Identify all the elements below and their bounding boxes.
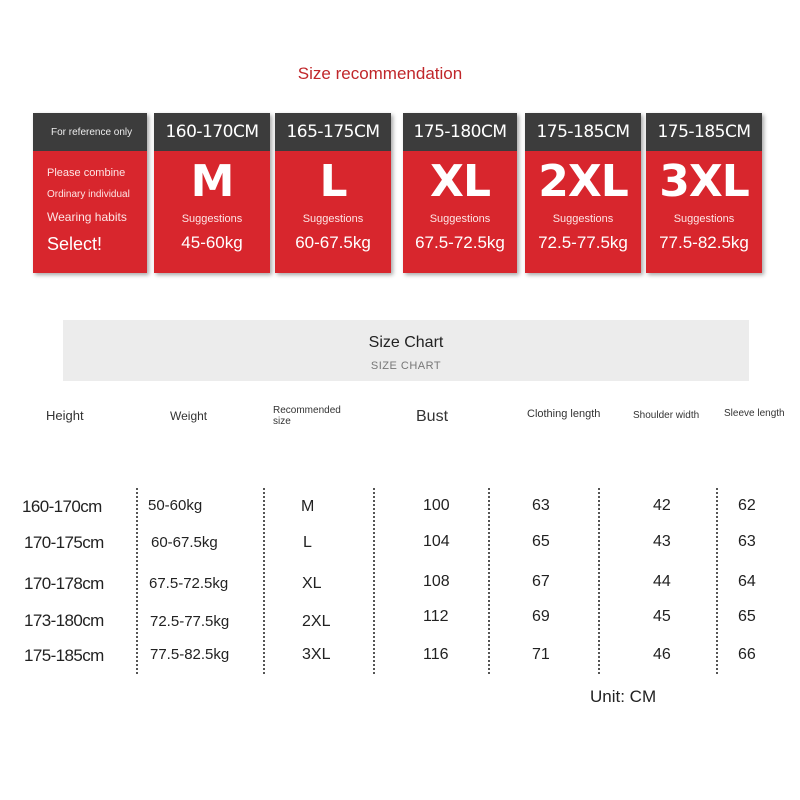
size-card-size: L — [319, 156, 347, 207]
row-shoulder-width: 46 — [653, 646, 671, 663]
size-card-size: 3XL — [659, 156, 749, 207]
column-divider — [373, 488, 375, 674]
row-shoulder-width: 45 — [653, 608, 671, 625]
size-card-l — [275, 113, 391, 273]
size-card-height: 175-180CM — [403, 113, 517, 151]
row-shoulder-width: 42 — [653, 497, 671, 514]
unit-label: Unit: CM — [590, 687, 657, 706]
size-card-2xl — [525, 113, 641, 273]
row-weight: 50-60kg — [148, 497, 203, 514]
row-weight: 60-67.5kg — [151, 534, 218, 551]
row-clothing-length: 71 — [532, 646, 550, 663]
size-chart-title: Size Chart — [368, 334, 444, 351]
column-divider — [716, 488, 718, 674]
size-card-height: 160-170CM — [154, 113, 270, 151]
column-divider — [488, 488, 490, 674]
row-shoulder-width: 43 — [653, 533, 671, 550]
row-size: 2XL — [302, 613, 331, 630]
row-clothing-length: 69 — [532, 608, 550, 625]
row-height: 175-185cm — [24, 646, 104, 665]
column-divider — [136, 488, 138, 674]
size-card-suggestion: Suggestions — [181, 213, 243, 225]
row-bust: 104 — [423, 533, 450, 550]
row-weight: 77.5-82.5kg — [150, 646, 230, 663]
row-sleeve-length: 65 — [738, 608, 756, 625]
header-bust: Bust — [416, 408, 449, 425]
size-card-weight: 60-67.5kg — [295, 233, 371, 252]
row-bust: 112 — [423, 608, 449, 625]
header-recommended-size: Recommended size — [273, 405, 341, 427]
row-sleeve-length: 62 — [738, 497, 756, 514]
row-size: 3XL — [302, 646, 331, 663]
row-sleeve-length: 64 — [738, 573, 756, 590]
size-card-height: 175-185CM — [646, 113, 762, 151]
size-card-weight: 45-60kg — [181, 233, 243, 252]
size-card-height: 165-175CM — [275, 113, 391, 151]
size-card-suggestion: Suggestions — [673, 213, 735, 225]
reference-line-4: Select! — [47, 234, 103, 254]
size-card-weight: 67.5-72.5kg — [415, 233, 505, 252]
row-shoulder-width: 44 — [653, 573, 671, 590]
size-card-suggestion: Suggestions — [302, 213, 364, 225]
reference-line-1: Please combine — [47, 167, 126, 179]
size-card-size: 2XL — [538, 156, 628, 207]
row-height: 170-178cm — [24, 574, 104, 593]
row-clothing-length: 67 — [532, 573, 550, 590]
row-sleeve-length: 63 — [738, 533, 756, 550]
reference-card-head: For reference only — [33, 113, 147, 151]
header-sleeve-length: Sleeve length — [724, 408, 785, 419]
size-card-m — [154, 113, 270, 273]
row-weight: 67.5-72.5kg — [149, 575, 229, 592]
row-bust: 108 — [423, 573, 450, 590]
size-card-weight: 72.5-77.5kg — [538, 233, 628, 252]
size-card-size: XL — [430, 156, 490, 207]
reference-card-lines — [33, 167, 147, 255]
row-clothing-length: 65 — [532, 533, 550, 550]
column-divider — [598, 488, 600, 674]
reference-card — [33, 113, 147, 273]
row-size: XL — [302, 575, 322, 592]
size-chart-subtitle: SIZE CHART — [370, 360, 442, 372]
header-clothing-length: Clothing length — [527, 408, 601, 420]
row-size: M — [301, 498, 315, 515]
size-card-size: M — [190, 156, 234, 207]
header-weight: Weight — [170, 409, 208, 423]
reference-line-3: Wearing habits — [47, 210, 127, 224]
row-height: 173-180cm — [24, 611, 104, 630]
size-card-suggestion: Suggestions — [552, 213, 614, 225]
row-clothing-length: 63 — [532, 497, 550, 514]
size-card-suggestion: Suggestions — [429, 213, 491, 225]
row-weight: 72.5-77.5kg — [150, 613, 230, 630]
row-size: L — [303, 534, 312, 551]
reference-line-2: Ordinary individual — [47, 189, 130, 200]
row-bust: 116 — [423, 646, 449, 663]
row-height: 170-175cm — [24, 533, 104, 552]
header-height: Height — [46, 408, 84, 423]
size-card-xl — [403, 113, 517, 273]
header-shoulder-width: Shoulder width — [633, 410, 700, 421]
row-height: 160-170cm — [22, 497, 102, 516]
row-bust: 100 — [423, 497, 450, 514]
recommendation-title: Size recommendation — [297, 64, 463, 83]
row-sleeve-length: 66 — [738, 646, 756, 663]
size-card-height: 175-185CM — [525, 113, 641, 151]
size-card-weight: 77.5-82.5kg — [659, 233, 749, 252]
size-card-3xl — [646, 113, 762, 273]
column-divider — [263, 488, 265, 674]
